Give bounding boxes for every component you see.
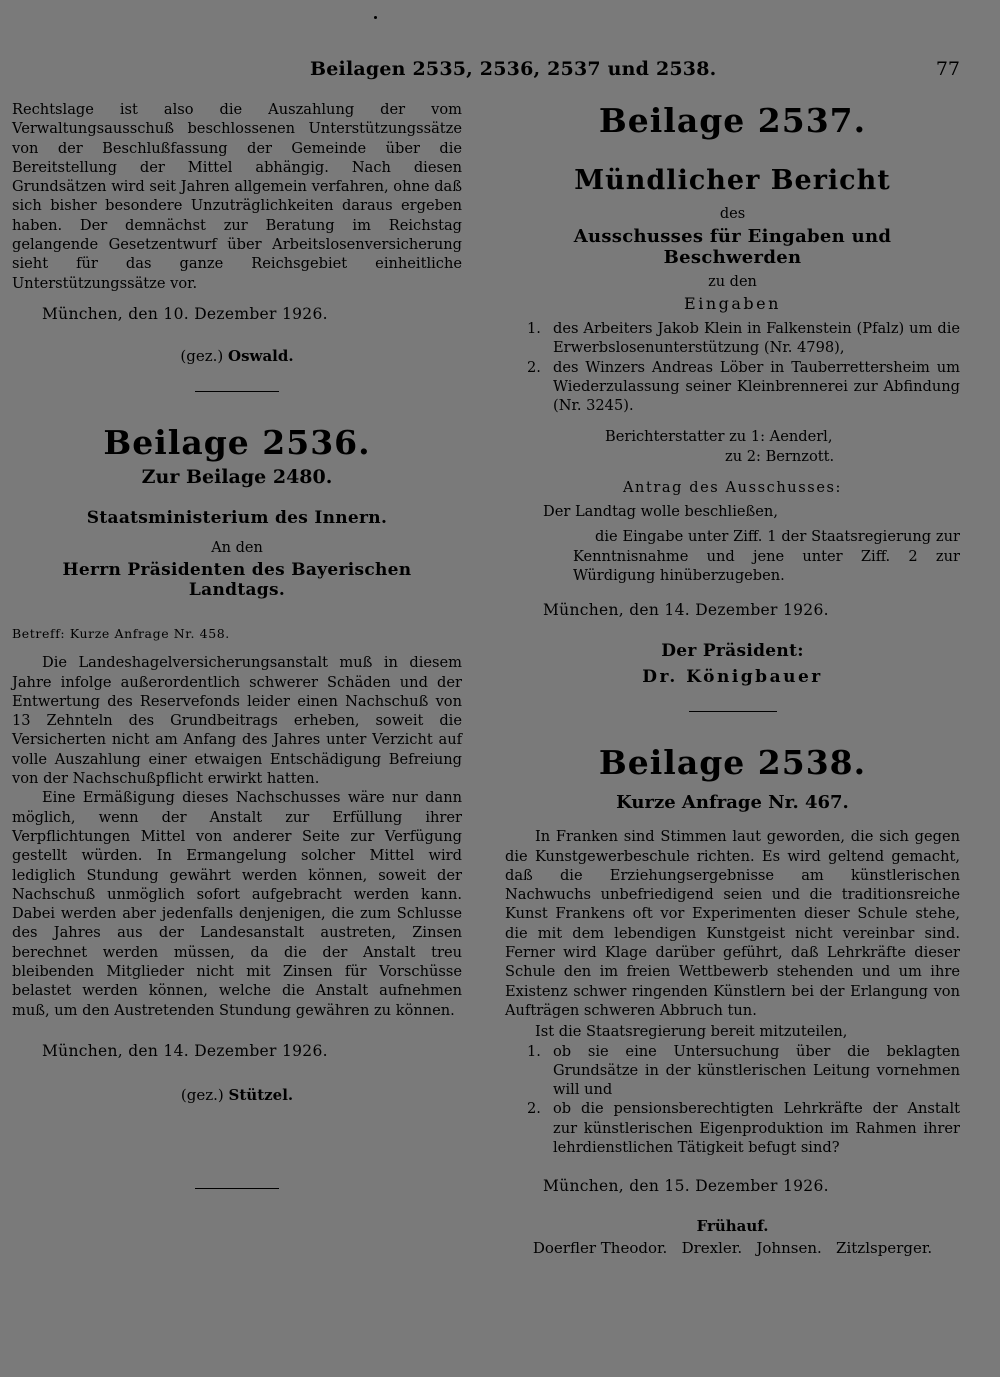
sender: Staatsministerium des Innern. — [86, 507, 388, 528]
signature-prefix: (gez.) — [180, 1085, 224, 1104]
motion-text: die Eingabe unter Ziff. 1 der Staatsregierung zur Kenntnisnahme und jene unter Ziff. 2 zur Würdigung hinüberzugeben. — [573, 528, 960, 584]
paragraph: Eine Ermäßigung dieses Nachschusses wäre nur dann möglich, wenn der Anstalt zur Erfüllung ihrer Verpflichtungen Mittel von anderer Seite zur Verfügung gestellt würden. In Ermangelung solcher Mittel wird lediglich Stundung gewährt werden können, soweit der Nachschuß unmöglich sofort aufgebracht werden kann. Dabei werden aber jedenfalls denjenigen, die zum Schlusse des Jahres aus der Landesanstalt austreten, Zinsen berechnet werden müssen, da die der Anstalt treu bleibenden Mitglieder nicht mit Zinsen für Vorschüsse belastet werden können, welche die Anstalt aufnehmen muß, um den Austretenden Stundung gewähren zu können. — [12, 789, 462, 1019]
list-item: 1. des Arbeiters Jakob Klein in Falkenstein (Pfalz) um die Erwerbslosenunterstützung (Nr. 4798), — [527, 320, 960, 357]
page-number: 77 — [935, 58, 960, 80]
list-item: 2. ob die pensionsberechtigten Lehrkräfte der Anstalt zur künstlerischen Eigenproduktion im Rahmen ihrer lehrdienstlichen Tätigkeit befugt sind? — [527, 1100, 960, 1157]
motion-heading: Antrag des Ausschusses: — [622, 480, 843, 497]
signers-line: Doerfler Theodor. Drexler. Johnsen. Zitzlsperger. — [532, 1239, 933, 1258]
place-date: München, den 15. Dezember 1926. — [543, 1177, 829, 1196]
signature — [12, 347, 462, 365]
place-date: München, den 14. Dezember 1926. — [42, 1041, 328, 1060]
paragraph: Die Landeshagelversicherungsanstalt muß in diesem Jahre infolge außerordentlich schwerer Schäden und der Entwertung des Reservefonds leider einen Nachschuß von 13 Zehnteln des Grundbeitrags erheben, soweit die Versicherten nicht am Anfang des Jahres unter Verzicht auf volle Auszahlung einer etwaigen Entschädigung Befreiung von der Nachschußpflicht erwirkt hatten. — [12, 654, 462, 788]
eingaben-heading: Eingaben — [684, 294, 781, 313]
running-head: Beilagen 2535, 2536, 2537 und 2538. — [310, 58, 717, 80]
addressee: Herrn Präsidenten des Bayerischen Landtags. — [62, 559, 412, 600]
left-column — [12, 100, 462, 1189]
president-name: Dr. Königbauer — [642, 667, 823, 688]
committee-name: Ausschusses für Eingaben und Beschwerden — [573, 226, 892, 268]
beilage-2536-subtitle: Zur Beilage 2480. — [141, 465, 333, 488]
petition-list — [505, 319, 960, 415]
carryover-paragraph: Rechtslage ist also die Auszahlung der vom Verwaltungsausschuß beschlossenen Unterstützungssätze von der Beschlußfassung der Gemeinde über die Bereitstellung der Mittel abhängig. Nach diesen Grundsätzen wird seit Jahren allgemein verfahren, ohne daß sich bisher besondere Unzuträglichkeiten daraus ergeben haben. Der demnächst zur Beratung im Reichstag gelangende Gesetzentwurf über Arbeitslosenversicherung sieht für das ganze Reichsgebiet einheitliche Unterstützungssätze vor. — [12, 101, 462, 292]
section-divider — [689, 711, 777, 712]
report-zu-den: zu den — [708, 274, 757, 290]
beilage-2536-title: Beilage 2536. — [103, 422, 371, 462]
signature-prefix: (gez.) — [180, 346, 224, 365]
beilage-2538-title: Beilage 2538. — [598, 743, 867, 783]
right-column — [505, 100, 960, 1257]
print-speck — [374, 16, 377, 19]
signature-name: Stützel. — [228, 1085, 294, 1104]
signature — [12, 1086, 462, 1104]
question-list — [505, 1042, 960, 1158]
beilage-2538-subtitle: Kurze Anfrage Nr. 467. — [616, 792, 849, 814]
list-item: 1. ob sie eine Untersuchung über die beklagten Grundsätze in der künstlerischen Leitung vornehmen will und — [527, 1042, 960, 1099]
report-title: Mündlicher Bericht — [574, 165, 891, 196]
addressee-prefix: An den — [211, 539, 263, 556]
signature-name: Oswald. — [228, 346, 294, 365]
place-date: München, den 14. Dezember 1926. — [543, 601, 829, 620]
beilage-2537-title: Beilage 2537. — [598, 101, 867, 140]
betreff-line: Betreff: Kurze Anfrage Nr. 458. — [12, 625, 230, 641]
list-item: 2. des Winzers Andreas Löber in Tauberrettersheim um Wiederzulassung seiner Kleinbrennerei zur Abfindung (Nr. 3245). — [527, 358, 960, 415]
section-divider — [195, 391, 279, 392]
report-des: des — [719, 206, 746, 222]
president-label: Der Präsident: — [661, 641, 804, 662]
signer-main: Frühauf. — [696, 1217, 769, 1236]
place-date: München, den 10. Dezember 1926. — [42, 304, 328, 323]
motion-intro: Der Landtag wolle beschließen, — [543, 503, 778, 521]
reporter-line: zu 2: Bernzott. — [725, 447, 835, 465]
reporter-line: Berichterstatter zu 1: Aenderl, — [605, 428, 833, 446]
question-intro: Ist die Staatsregierung bereit mitzuteilen, — [535, 1023, 848, 1041]
section-divider — [195, 1188, 279, 1189]
paragraph: In Franken sind Stimmen laut geworden, die sich gegen die Kunstgewerbeschule richten. Es wird geltend gemacht, daß die Erziehungsergebnisse am künstlerischen Nachwuchs unbefriedigend seien und die traditionsreiche Kunst Frankens oft vor Experimenten dieser Schule stehe, die mit dem lebendigen Kunstgeist nicht vereinbar sind. Ferner wird Klage darüber geführt, daß Lehrkräfte dieser Schule den im freien Wettbewerb stehenden und um ihre Existenz schwer ringenden Künstlern bei der Erlangung von Aufträgen schweren Abbruch tun. — [505, 828, 960, 1019]
